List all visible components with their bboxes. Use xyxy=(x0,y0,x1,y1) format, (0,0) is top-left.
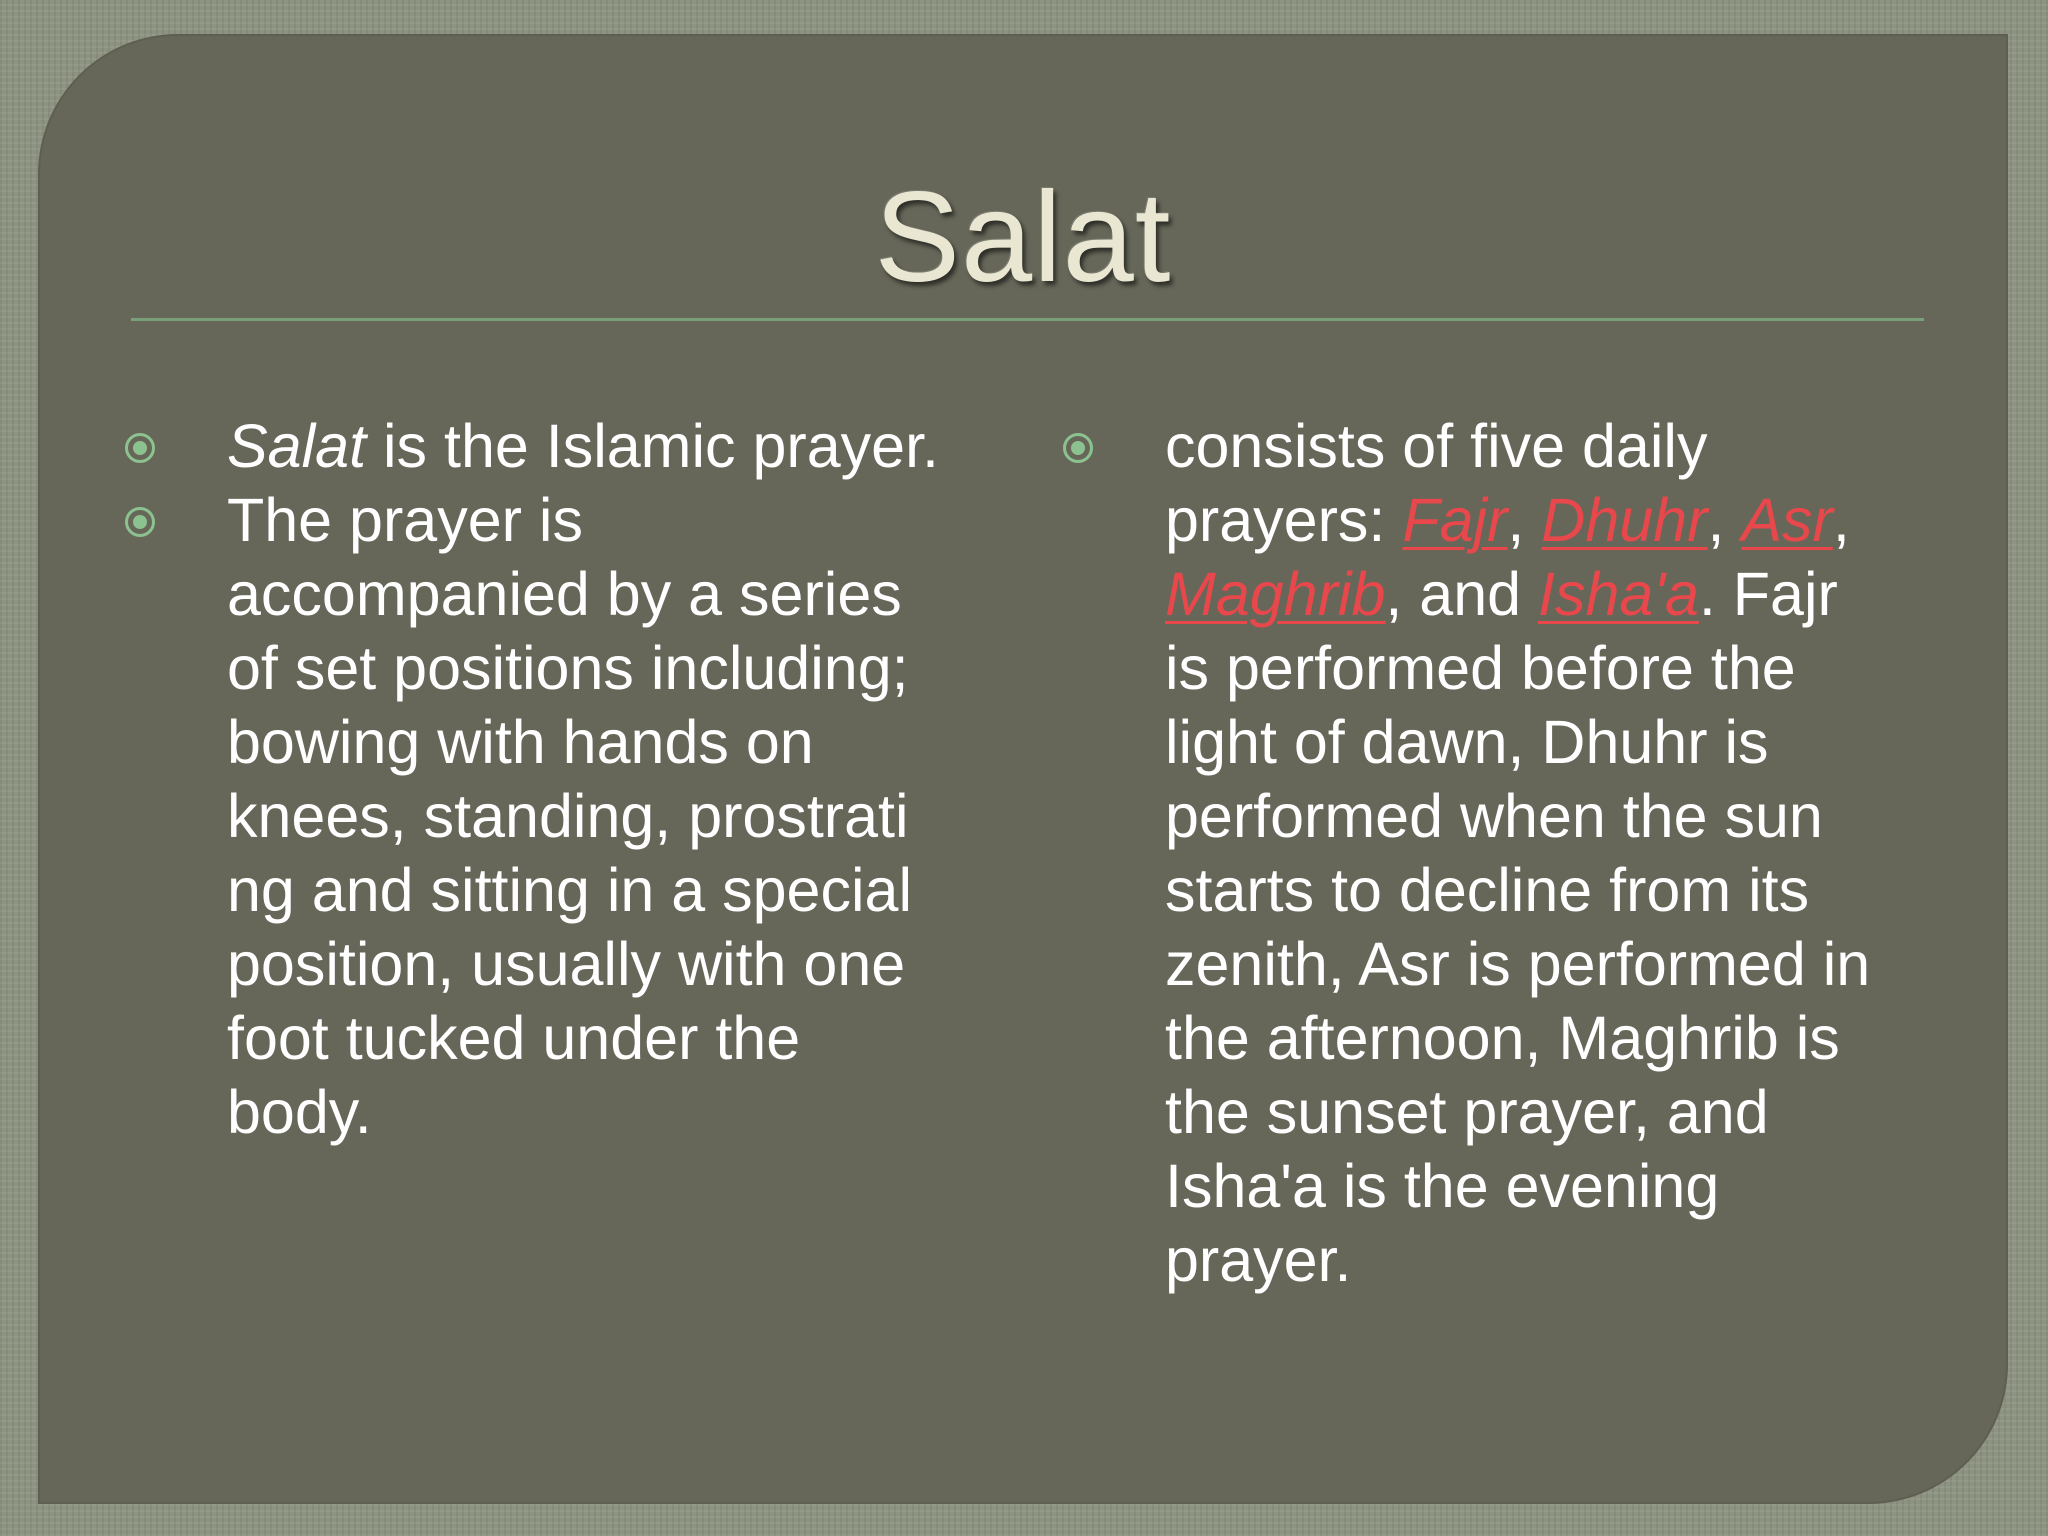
bullet-icon xyxy=(125,433,155,463)
separator: , and xyxy=(1385,560,1539,628)
slide xyxy=(38,34,2008,1504)
bullet-text xyxy=(227,409,1055,483)
separator: , xyxy=(1707,486,1742,554)
slide-title: Salat xyxy=(874,166,1172,309)
separator: , xyxy=(1507,486,1542,554)
term-salat: Salat xyxy=(227,412,367,480)
line-intro: consists of five daily xyxy=(1165,412,1708,480)
bullet-text-rest: . Fajr is performed before the light of dawn, Dhuhr is performed when the sun starts to decline from its zenith, Asr is performed in the afternoon, Maghrib is the sunset prayer, and Isha'a is the evening prayer. xyxy=(1165,560,1871,1294)
bullet-item xyxy=(125,409,1055,483)
bullet-text-rest: is the Islamic prayer. xyxy=(366,412,939,480)
link-dhuhr[interactable]: Dhuhr xyxy=(1541,486,1708,554)
left-column xyxy=(125,409,1055,1149)
bullet-text xyxy=(1165,409,1993,1297)
bullet-icon xyxy=(125,507,155,537)
text-prayers-label: prayers: xyxy=(1165,486,1403,554)
separator: , xyxy=(1832,486,1850,554)
bullet-item xyxy=(1063,409,1993,1297)
bullet-text: The prayer is accompanied by a series of set positions including; bowing with hands on knees, standing, prostrati ng and sitting in a special position, usually with one foot tucked under the body. xyxy=(227,486,912,1146)
link-maghrib[interactable]: Maghrib xyxy=(1165,560,1386,628)
title-divider xyxy=(131,318,1924,321)
link-ishaa[interactable]: Isha'a xyxy=(1538,560,1699,628)
link-asr[interactable]: Asr xyxy=(1741,486,1833,554)
bullet-item xyxy=(125,483,1055,1149)
right-column xyxy=(1063,409,1993,1297)
link-fajr[interactable]: Fajr xyxy=(1402,486,1508,554)
bullet-icon xyxy=(1063,433,1093,463)
